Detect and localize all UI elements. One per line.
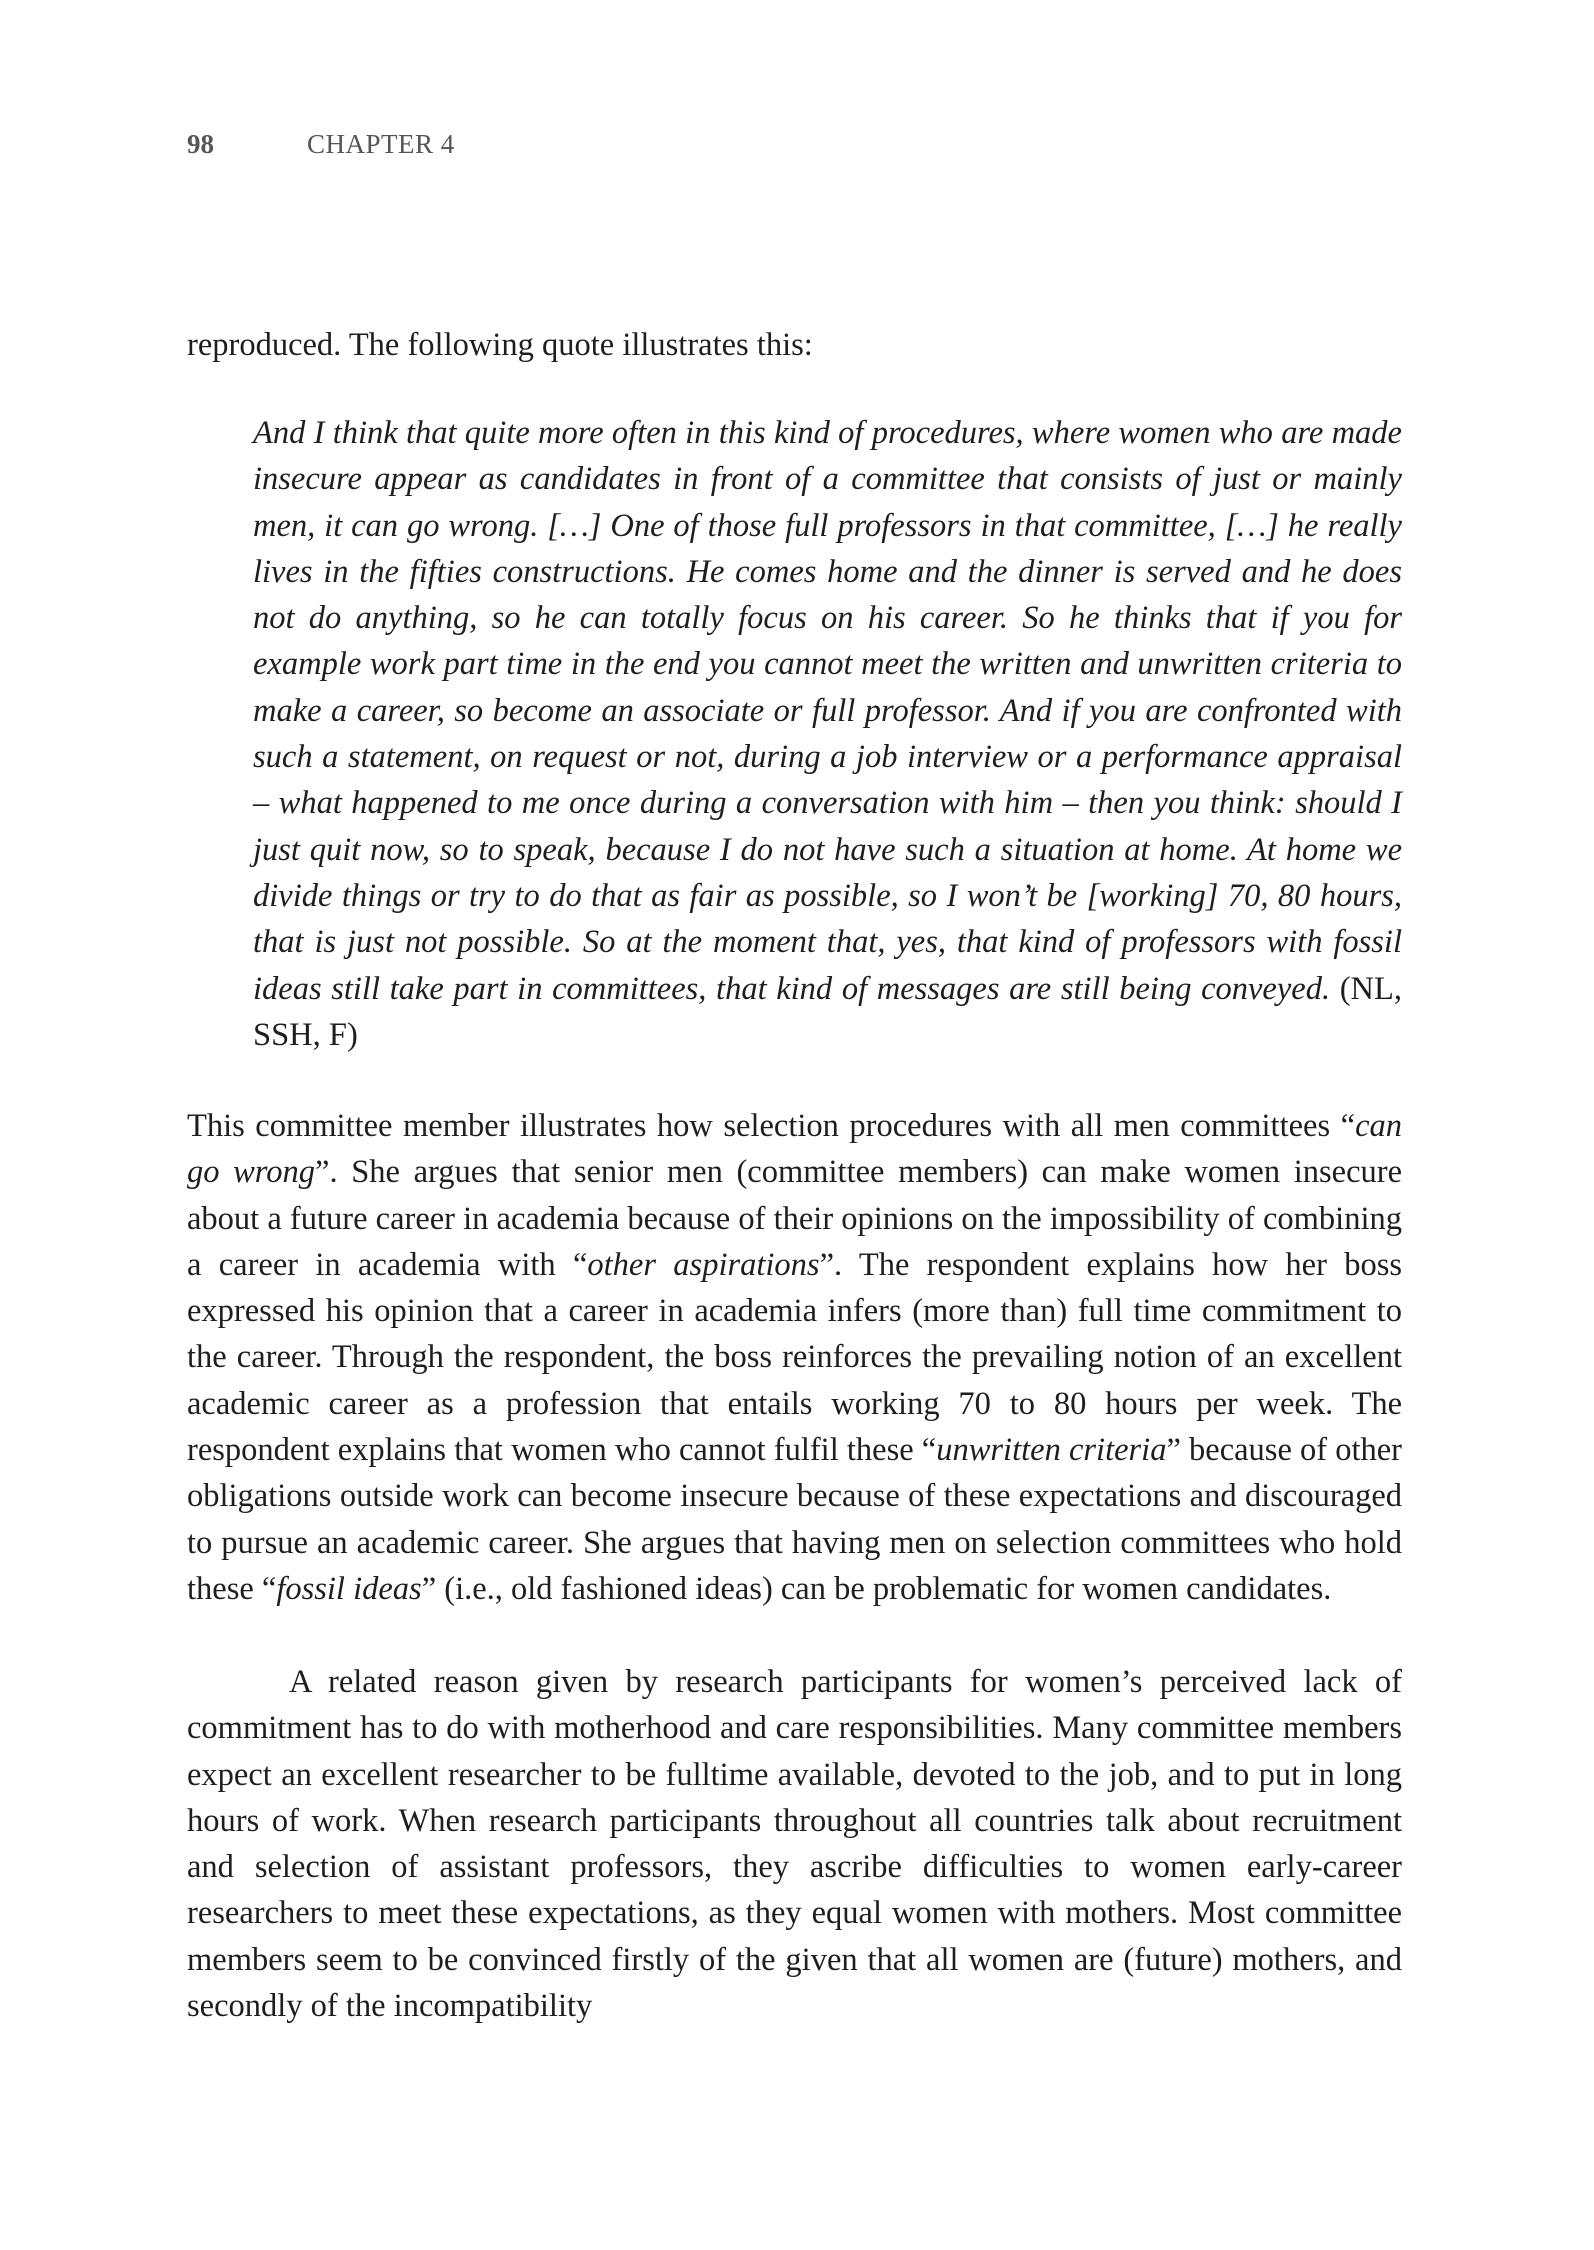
emphasized-quote: other aspirations	[587, 1246, 820, 1283]
paragraph-text-segment: This committee member illustrates how selection procedures with all men committees “	[187, 1108, 1356, 1144]
paragraph-text-segment: ”. The respondent explains how her boss expressed his opinion that a career in academia infers (more than) full time commitment to the career. Through the respondent, the boss reinforces the prevailing notion of an excellent academic career as a profession that entails working 70 to 80 hours per week. The respondent explains that women who cannot fulfil these “	[187, 1246, 1402, 1469]
quote-text: And I think that quite more often in this kind of procedures, where women who are made insecure appear as candidates in front of a committee that consists of just or mainly men, it can go wrong. […] One of those full professors in that committee, […] he really lives in the fifties constructions. He comes home and the dinner is served and he does not do anything, so he can totally focus on his career. So he thinks that if you for example work part time in the end you cannot meet the written and unwritten criteria to make a career, so become an associate or full professor. And if you are confronted with such a statement, on request or not, during a job interview or a performance appraisal – what happened to me once during a conversation with him – then you think: should I just quit now, so to speak, because I do not have such a situation at home. At home we divide things or try to do that as fair as possible, so I won’t be [working] 70, 80 hours, that is just not possible. So at the moment that, yes, that kind of professors with fossil ideas still take part in committees, that kind of messages are still being conveyed.	[253, 415, 1402, 1007]
page-number: 98	[187, 129, 214, 159]
motherhood-paragraph	[187, 1659, 1402, 2029]
paragraph-text-segment: ”. She argues that senior men (committee members) can make women insecure about a future career in academia because of their opinions on the impossibility of combining a career in academia with “	[187, 1154, 1403, 1283]
emphasized-quote: unwritten criteria	[936, 1432, 1167, 1469]
chapter-label: CHAPTER 4	[307, 129, 455, 159]
intro-paragraph: reproduced. The following quote illustrates this:	[187, 327, 813, 363]
paragraph-text-segment: ” because of other obligations outside work can become insecure because of these expectations and discouraged to pursue an academic career. She argues that having men on selection committees who hold these “	[187, 1432, 1402, 1607]
analysis-paragraph	[187, 1103, 1402, 1612]
emphasized-quote: can go wrong	[187, 1108, 1402, 1191]
running-head	[187, 128, 455, 160]
quote-citation: (NL, SSH, F)	[253, 970, 1403, 1053]
emphasized-quote: fossil ideas	[276, 1570, 422, 1607]
paragraph-text-segment: ” (i.e., old fashioned ideas) can be problematic for women candidates.	[421, 1570, 1332, 1607]
paragraph-text: A related reason given by research participants for women’s perceived lack of commitment has to do with motherhood and care responsibilities. Many committee members expect an excellent researcher to be fulltime available, devoted to the job, and to put in long hours of work. When research participants throughout all countries talk about recruitment and selection of assistant professors, they ascribe difficulties to women early-career researchers to meet these expectations, as they equal women with mothers. Most committee members seem to be convinced firstly of the given that all women are (future) mothers, and secondly of the incompatibility	[187, 1664, 1402, 2025]
interview-block-quote	[253, 410, 1402, 1058]
